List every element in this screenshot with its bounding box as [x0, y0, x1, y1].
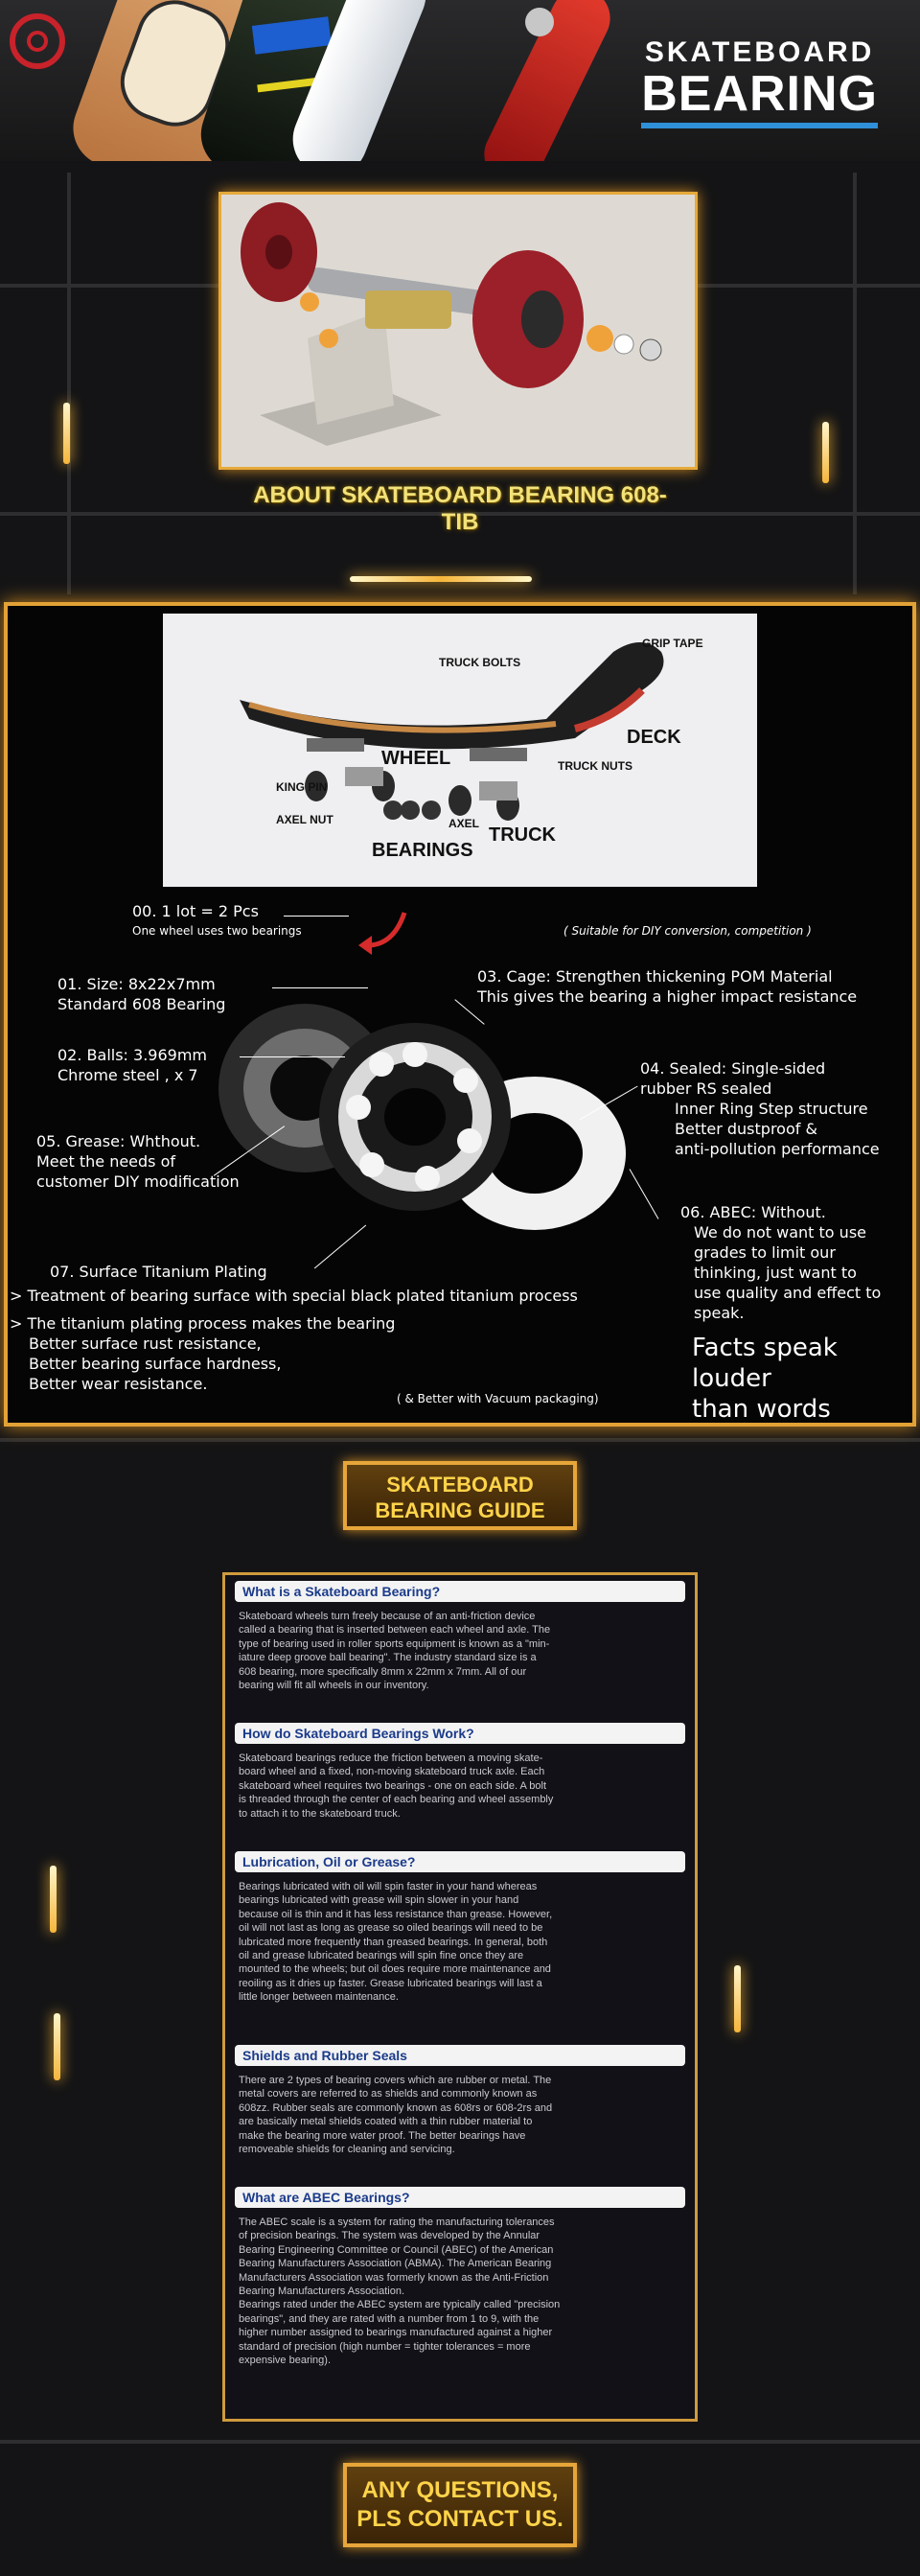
- deck-stripe: [252, 16, 332, 55]
- spec-abec-note1: We do not want to use: [694, 1223, 866, 1242]
- guide-button-line2: BEARING GUIDE: [375, 1498, 545, 1522]
- spec-balls: [58, 1045, 207, 1085]
- spec-plating-line3: Better surface rust resistance,: [29, 1334, 262, 1353]
- guide-body-lubrication: Bearings lubricated with oil will spin faster in your hand whereas bearings lubricated with grease will spin slower in your hand because oil is thin and it has less resistance than grease. However, oil will not last as long as grease so oiled bearings will need to be lubricated more frequently than greased bearings. In general, both oil and grease lubricated bearings will spin fine once they are mounted to the wheels; but oil does require more maintenance and reoiling as it dries up faster. Grease lubricated bearings will last a little longer between maintenance.: [239, 1881, 553, 2004]
- guide-heading-abec: What are ABEC Bearings?: [235, 2187, 685, 2208]
- guide-heading-what-is: What is a Skateboard Bearing?: [235, 1581, 685, 1602]
- label-deck: DECK: [627, 727, 681, 748]
- bearing-illustration: [218, 973, 640, 1251]
- spec-cage: [477, 966, 857, 1007]
- header-banner: [0, 0, 920, 161]
- spec-sealed: [640, 1058, 880, 1159]
- label-grip-tape: GRIP TAPE: [642, 637, 703, 650]
- truck-wheel-graphic: [525, 8, 554, 36]
- spec-balls-title: 02. Balls: 3.969mm: [58, 1046, 207, 1064]
- spec-abec-note3: thinking, just want to: [694, 1264, 857, 1282]
- bg-light-tube: [350, 576, 532, 582]
- spec-plating-title: 07. Surface Titanium Plating: [50, 1263, 267, 1281]
- spec-abec-note5: speak.: [694, 1304, 745, 1322]
- label-bearings: BEARINGS: [372, 840, 473, 861]
- spec-sealed-sub: rubber RS sealed: [640, 1079, 772, 1098]
- bg-light-tube: [50, 1866, 57, 1933]
- guide-button-line1: SKATEBOARD: [386, 1473, 534, 1497]
- facts-line3: than words: [692, 1395, 831, 1424]
- spec-sealed-structure: Inner Ring Step structure: [675, 1100, 868, 1118]
- bg-pipe: [0, 1438, 920, 1442]
- guide-heading-how-work: How do Skateboard Bearings Work?: [235, 1723, 685, 1744]
- label-truck-nuts: TRUCK NUTS: [558, 759, 632, 773]
- brand-logo[interactable]: [10, 13, 65, 69]
- label-axel-nut: AXEL NUT: [276, 813, 334, 826]
- spec-sealed-title: 04. Sealed: Single-sided: [640, 1059, 826, 1078]
- spec-cage-title: 03. Cage: Strengthen thickening POM Material: [477, 967, 833, 986]
- spec-lot-note: One wheel uses two bearings: [132, 924, 302, 938]
- spec-plating-line5: Better wear resistance.: [29, 1375, 208, 1393]
- contact-line2: PLS CONTACT US.: [356, 2506, 564, 2532]
- spec-abec-note2: grades to limit our: [694, 1243, 836, 1262]
- truck-assembly-illustration: [221, 195, 695, 467]
- facts-line2: louder: [692, 1364, 771, 1393]
- spec-cage-note: This gives the bearing a higher impact resistance: [477, 987, 858, 1006]
- bg-light-tube: [822, 422, 829, 483]
- header-title: [641, 36, 878, 128]
- product-photo-frame: [218, 192, 698, 470]
- spec-lot: [132, 901, 302, 941]
- title-underline: [641, 123, 878, 128]
- guide-body-abec: The ABEC scale is a system for rating the manufacturing tolerances of precision bearings. The system was developed by the Annular Bearing Engineering Committee or Council (ABEC) of the American Bearing Manufacturers Association (ABMA). The American Bearing Manufacturers Association was formerly known as the Anti-Friction Bearing Manufacturers Association. Bearings rated under the ABEC system are typically called "precision bearings", and they are rated with a number from 1 to 9, with the higher number assigned to bearings manufactured against a higher standard of precision (high number = tighter tolerances = more expensive bearing).: [239, 2216, 561, 2367]
- spec-abec-note4: use quality and effect to: [694, 1284, 882, 1302]
- spec-abec-title: 06. ABEC: Without.: [680, 1203, 826, 1221]
- spec-suitable: ( Suitable for DIY conversion, competition ): [564, 924, 812, 938]
- spec-grease: [36, 1131, 240, 1192]
- brand-title-line2: BEARING: [641, 66, 878, 122]
- facts-slogan: [692, 1333, 838, 1425]
- bg-pipe: [0, 2440, 920, 2444]
- bg-light-tube: [734, 1965, 741, 2032]
- guide-body-what-is: Skateboard wheels turn freely because of an anti-friction device called a bearing that is inserted between each wheel and axle. The type of bearing used in roller sports equipment is known as a "min- iature deep groove ball bearing". The industry standard size is a 608 bearing, more specifically 8mm x 22mm x 7mm. All of our bearing will fit all wheels in our inventory.: [239, 1611, 551, 1692]
- contact-line1: ANY QUESTIONS,: [361, 2477, 559, 2503]
- spec-balls-note: Chrome steel , x 7: [58, 1066, 198, 1084]
- bg-light-tube: [63, 403, 70, 464]
- bearing-guide-panel: [222, 1572, 698, 2422]
- brand-title-line1: SKATEBOARD: [644, 36, 875, 68]
- spec-grease-note2: customer DIY modification: [36, 1172, 240, 1191]
- bg-pipe: [67, 173, 71, 594]
- contact-us-button[interactable]: [343, 2463, 577, 2547]
- guide-body-how-work: Skateboard bearings reduce the friction between a moving skate- board wheel and a fixed, non-moving skateboard truck axle. Each skateboard wheel requires two bearings - one on each side. A bolt is threaded through the center of each bearing and wheel assembly to attach it to the skateboard truck.: [239, 1752, 554, 1820]
- spec-abec: [680, 1202, 881, 1323]
- spec-size-title: 01. Size: 8x22x7mm: [58, 975, 216, 993]
- leader-line: [240, 1056, 345, 1057]
- label-truck: TRUCK: [489, 824, 556, 846]
- spec-lot-title: 00. 1 lot = 2 Pcs: [132, 902, 259, 920]
- spec-sealed-pollution: anti-pollution performance: [675, 1140, 880, 1158]
- bg-pipe: [853, 173, 857, 594]
- guide-button[interactable]: [343, 1461, 577, 1530]
- guide-body-shields: There are 2 types of bearing covers which are rubber or metal. The metal covers are referred to as shields and commonly known as 608zz. Rubber seals are commonly known as 608rs or 608-2rs and are basically metal shields coated with a thin rubber material to make the bearing more water proof. The better bearings have removeable shields for cleaning and servicing.: [239, 2075, 553, 2156]
- label-truck-bolts: TRUCK BOLTS: [439, 656, 521, 669]
- exploded-diagram: [163, 614, 757, 887]
- label-axel: AXEL: [448, 817, 480, 830]
- spec-size-note: Standard 608 Bearing: [58, 995, 226, 1013]
- guide-heading-shields: Shields and Rubber Seals: [235, 2045, 685, 2066]
- spec-plating-line2: > The titanium plating process makes the bearing: [10, 1314, 396, 1333]
- label-king-pin: KING PIN: [276, 780, 328, 794]
- spec-vacuum: ( & Better with Vacuum packaging): [397, 1392, 599, 1405]
- spec-size: [58, 974, 225, 1014]
- leader-line: [272, 987, 368, 988]
- red-arrow-icon: [355, 909, 412, 962]
- spec-grease-title: 05. Grease: Whthout.: [36, 1132, 201, 1150]
- about-title: ABOUT SKATEBOARD BEARING 608-TIB: [253, 482, 667, 535]
- guide-heading-lubrication: Lubrication, Oil or Grease?: [235, 1851, 685, 1872]
- spec-plating: [10, 1262, 578, 1394]
- label-wheel: WHEEL: [381, 748, 451, 769]
- bg-light-tube: [54, 2013, 60, 2080]
- spec-plating-line1: > Treatment of bearing surface with special black plated titanium process: [10, 1287, 578, 1305]
- spec-sealed-dustproof: Better dustproof &: [675, 1120, 817, 1138]
- spec-grease-note1: Meet the needs of: [36, 1152, 176, 1171]
- facts-line1: Facts speak: [692, 1334, 838, 1362]
- spec-plating-line4: Better bearing surface hardness,: [29, 1355, 282, 1373]
